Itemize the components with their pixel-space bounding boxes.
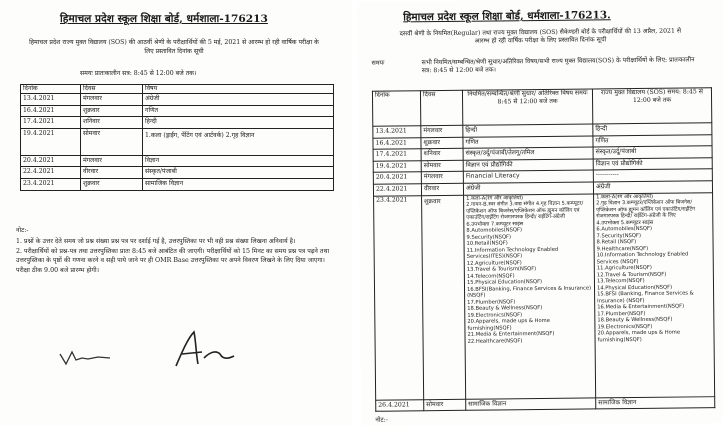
- right-time-label: समयः: [371, 59, 385, 67]
- row-day: मंगलवार: [81, 94, 143, 106]
- row-date: 22.4.2021: [373, 184, 421, 196]
- row-day: वीरवार: [81, 167, 143, 179]
- row-date: 17.4.2021: [373, 149, 421, 161]
- right-datesheet-document: [357, 0, 723, 427]
- row-subject: विज्ञान: [143, 155, 334, 167]
- row-date: 22.4.2021: [21, 167, 81, 179]
- row-regular-subject: गणित: [463, 136, 593, 149]
- right-col-date: दिनांक: [372, 91, 420, 127]
- row-day: शुक्रवार: [81, 178, 143, 190]
- row-sos-subject: गणित: [593, 134, 712, 147]
- left-notes-section: [16, 226, 334, 275]
- table-row: [21, 155, 334, 167]
- left-note-1: 1. प्रश्नों के उत्तर देते समय जो प्रश्न संख्या प्रश्न पत्र पर दर्शाई गई है, उत्तरपुस्तिका पर भी वही प्रश्न संख्या लिखना अनिवार्य है।: [16, 238, 296, 246]
- row-sos-subject: सामाजिक विज्ञान: [596, 396, 715, 409]
- row-regular-subject: संस्कृत/उर्दू/पंजाबी/तेलगू/तमिल: [463, 147, 593, 160]
- right-col-sos: राज्य मुक्त विद्यालय (SOS) समय: 8:45 से 12:00 बजे तक: [592, 88, 711, 124]
- row-sos-subject: विज्ञान एवं प्रौद्योगिकी: [593, 157, 712, 170]
- row-day: सोमवार: [421, 160, 463, 172]
- row-day: वीरवार: [421, 183, 463, 195]
- row-date: 17.4.2021: [21, 117, 81, 129]
- left-col-day: दिवस: [81, 85, 143, 94]
- row-sos-subject: संस्कृत/उर्दू/पंजाबी: [593, 146, 712, 159]
- row-regular-subject: अंग्रेजी: [463, 182, 593, 195]
- right-table-header-row: [372, 88, 711, 127]
- row-subject: सामाजिक विज्ञान: [143, 178, 334, 190]
- row-day: शुक्रवार: [421, 137, 463, 149]
- right-col-regular: नियमित/सम्बन्धित/श्रेणी सुधार/ अतिरिक्त विषय समयः 8:45 से 12:00 बजे तक: [462, 89, 592, 125]
- row-date: 23.4.2021: [374, 195, 424, 399]
- row-regular-subject: हिन्दी: [463, 124, 593, 137]
- table-row: [21, 105, 334, 117]
- row-subject: 1.कला (ड्राईंग, पेंटिंग एवं आर्टवर्क) 2.गृह विज्ञान: [143, 128, 334, 155]
- left-note-2: 2. परीक्षार्थियों को प्रश्न-पत्र तथा उत्तरपुस्तिका प्रातः 8:45 बजे आबंटित की जाएगी। परीक्षार्थियों को 15 मिनट का समय प्रश्न पत्र पढ़ने तथा उत्तरपुस्तिका के पृष्ठों की गणना करने व सही पाये जाने पर ही OMR Base उत्तरपुस्तिका पर अपने विवरण लिखने के लिए दिया जाएगा। परीक्षा ठीक 9.00 बजे प्रारम्भ होगी।: [16, 247, 330, 274]
- row-day: सोमवार: [81, 128, 143, 155]
- row-date: 26.4.2021: [376, 399, 424, 411]
- left-board-header: हिमाचल प्रदेश स्कूल शिक्षा बोर्ड, धर्मशाला-176213: [60, 13, 268, 25]
- table-row: [21, 178, 334, 190]
- table-row: [374, 192, 715, 400]
- row-date: 20.4.2021: [373, 172, 421, 184]
- left-col-date: दिनांक: [21, 85, 81, 94]
- page-gap: [352, 0, 357, 425]
- row-subject: गणित: [143, 105, 334, 117]
- right-datesheet-table: [372, 87, 715, 412]
- row-day: शुक्रवार: [422, 195, 466, 399]
- right-time-body: सभी नियमित/सम्बन्धित/श्रेणी सुधार/अतिरिक्त विषय/सभी राज्य मुक्त विद्यालय(SOS) के परीक्षार्थियों के लिए: प्रातःकालीन सत्र: 8:45 से 12:00 बजे तक।: [421, 56, 695, 75]
- table-row: [21, 128, 334, 155]
- row-date: 16.4.2021: [21, 105, 81, 117]
- right-board-header: हिमाचल प्रदेश स्कूल शिक्षा बोर्ड, धर्मशाला-176213.: [403, 9, 611, 24]
- row-day: मंगलवार: [421, 125, 463, 137]
- row-day: मंगलवार: [81, 155, 143, 167]
- left-signature-2-image: [168, 328, 238, 370]
- row-date: 23.4.2021: [21, 178, 81, 190]
- left-datesheet-table: [20, 84, 334, 191]
- table-row: [21, 94, 334, 106]
- row-regular-subject: Financial Literacy: [463, 170, 593, 183]
- row-sos-subject: अंग्रेजी: [593, 181, 712, 194]
- table-row: [21, 117, 334, 129]
- left-time-text: समयः प्रातःकालीन सत्र: 8:45 से 12:00 बजे तक।: [80, 70, 197, 77]
- left-intro-text: हिमाचल प्रदेश राज्य मुक्त विद्यालय (SOS) की आठवीं श्रेणी के परीक्षार्थियों की 5 मई, 2021 से आरम्भ हो रही वार्षिक परीक्षा के लिए प्रस्तावित दिनांक सूची: [29, 39, 319, 55]
- row-sos-subject-list: 1.कला-A(रंग और आकृतियाँ) 2.गृह विज्ञान 3.कम्प्यूटर/एप्लिकेशन ऑफ बिजनेस/एप्लिकेशन ऑफ ह्यूमन कॉलिंग एवं एकाउंटिंग/राईटिंग रोजगारपरक हिन्दी/ राईटिंग-अंग्रेजी के लिए 4.उपभोक्ता 5.कम्प्यूटर साइंस 6.Automobiles(NSQF) 7.Security(NSQF) 8.Retail (NSQF) 9.Healthcare(NSQF) 10.Information Technology Enabled Services (NSQF) 11.Agriculture(NSQF) 12.Travel & Tourism(NSQF) 13.Telecom(NSQF) 14.Physical Education(NSQF) 15.BFSI (Banking, Finance Services & Insurance) (NSQF) 16.Media & Entertainment(NSQF) 17.Plumber(NSQF) 18.Beauty & Wellness(NSQF) 19.Electronics(NSQF) 20.Apparels, made ups & Home furnishing(NSQF): [594, 192, 715, 397]
- left-table-header-row: [21, 85, 334, 94]
- row-sos-subject: हिन्दी: [593, 123, 712, 136]
- row-regular-subject: विज्ञान एवं प्रौद्योगिकी: [463, 159, 593, 172]
- right-col-day: दिवस: [420, 90, 462, 125]
- left-datesheet-document: [0, 0, 352, 425]
- row-date: 20.4.2021: [21, 155, 81, 167]
- row-date: 19.4.2021: [373, 161, 421, 173]
- table-row: [376, 396, 715, 411]
- right-notes-label: नोट:-: [375, 416, 388, 424]
- right-intro-text: दसवीं श्रेणी के नियमित(Regular) तथा राज्य मुक्त विद्यालय (SOS) सैकेण्डरी बोर्ड के परीक्षार्थियों की 13 अप्रैल, 2021 से आरम्भ हो रही वार्षिक परीक्षा के लिए प्रस्तावित दिनांक सूची: [399, 27, 682, 45]
- row-date: 13.4.2021: [373, 126, 421, 138]
- right-time-text: [372, 56, 702, 75]
- left-col-subject: विषय: [143, 85, 334, 94]
- row-subject: अंग्रेजी: [143, 94, 334, 106]
- row-date: 13.4.2021: [21, 94, 81, 106]
- row-subject: हिन्दी: [143, 117, 334, 129]
- row-subject: संस्कृत/पंजाबी: [143, 167, 334, 179]
- row-regular-subject-list: 1.कला-A(रंग और आकृतियाँ) 2.गायन-B.स्वर संगीत 3.वाद्य संगीत 4.गृह विज्ञान 5.कम्प्यूटर/एप्लिकेशन ऑफ बिजनेस/एप्लिकेशन ऑफ ह्यूमन कॉलिंग एवं एकाउंटिंग/राईटिंग रोजगारपरक हिन्दी/ राईटिंग-अंग्रेजी 6.उपभोक्ता 7.कम्प्यूटर साइंस 8.Automobiles(NSQF) 9.Security(NSQF) 10.Retail(NSQF) 11.Information Technology Enabled Services(ITES)(NSQF) 12.Agriculture(NSQF) 13.Travel & Tourism(NSQF) 14.Telecom(NSQF) 15.Physical Education(NSQF) 16.BFSI(Banking, Finance Services & Insurance)(NSQF) 17.Plumber(NSQF) 18.Beauty & Wellness(NSQF) 19.Electronics(NSQF) 20.Apparels, made ups & Home furnishing(NSQF) 21.Media & Entertainment(NSQF) 22.Healthcare(NSQF): [464, 194, 596, 399]
- row-date: 19.4.2021: [21, 128, 81, 155]
- row-day: शुक्रवार: [81, 105, 143, 117]
- row-day: मंगलवार: [421, 172, 463, 184]
- row-date: 16.4.2021: [373, 137, 421, 149]
- left-signature-1-image: [58, 346, 118, 370]
- row-sos-subject: -----------: [593, 169, 712, 182]
- table-row: [21, 167, 334, 179]
- row-day: सोमवार: [424, 399, 466, 411]
- row-day: शनिवार: [81, 117, 143, 129]
- left-notes-label: नोट:-: [16, 227, 29, 234]
- row-regular-subject: सामाजिक विज्ञान: [466, 398, 596, 411]
- row-day: शनिवार: [421, 149, 463, 161]
